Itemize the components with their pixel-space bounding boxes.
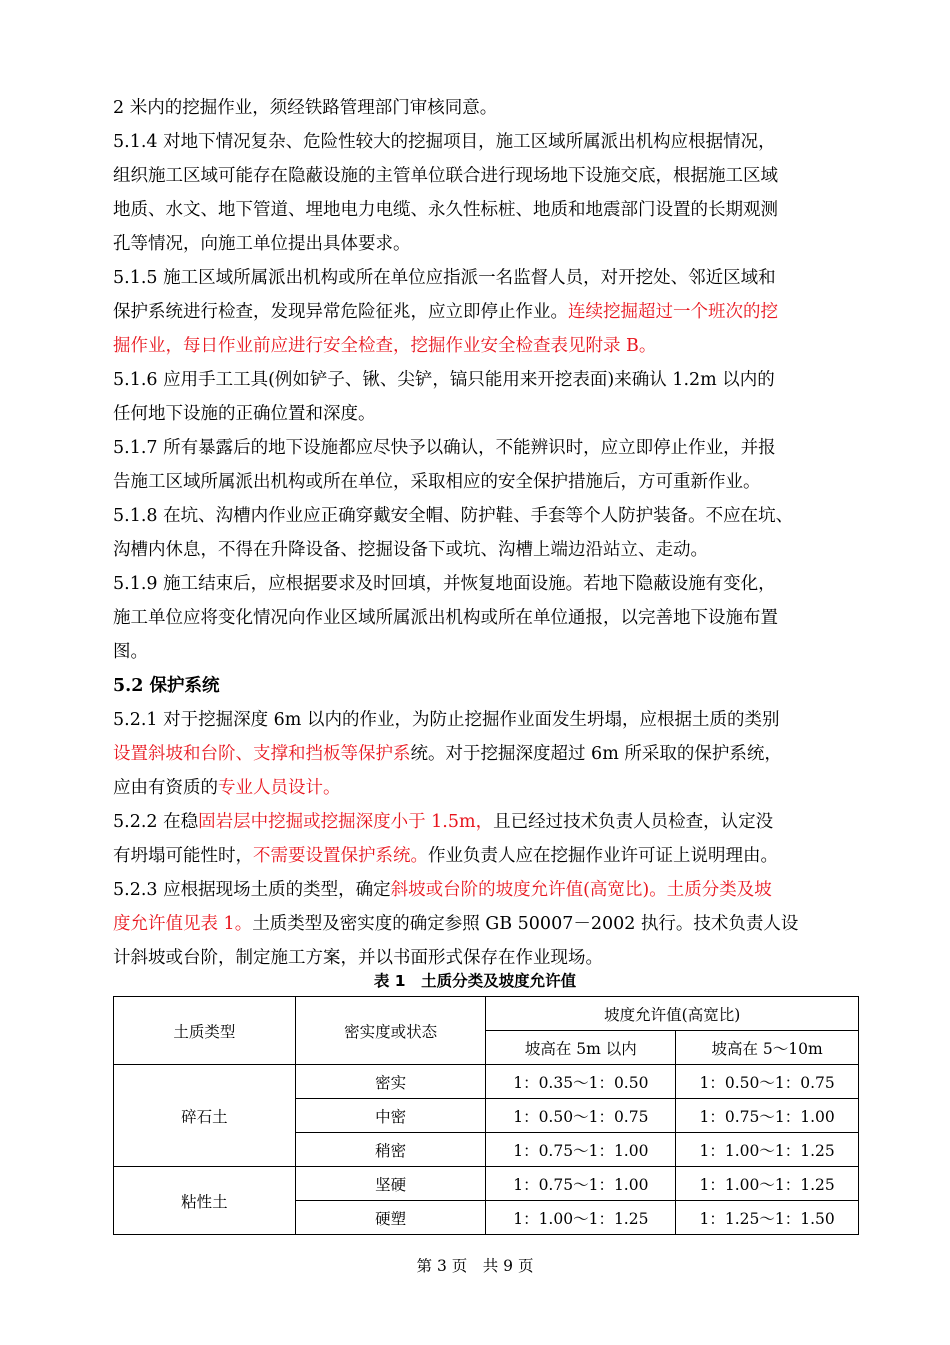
paragraph-line [113, 398, 873, 431]
section-5-2-3-line [113, 874, 873, 907]
highlighted-text: 设置斜坡和台阶、支撑和挡板等保护系 [113, 744, 411, 764]
header-height-5-to-10m: 坡高在 5～10m [676, 1031, 859, 1065]
section-5-1-5-line [113, 262, 873, 295]
section-5-1-7-line [113, 432, 873, 465]
slope-5-to-10m-cell: 1：1.00～1：1.25 [676, 1133, 859, 1167]
paragraph-line [113, 840, 873, 873]
paragraph-line [113, 194, 873, 227]
paragraph-line [113, 602, 873, 635]
section-5-2-2-line [113, 806, 873, 839]
text: 统。对于挖掘深度超过 6m 所采取的保护系统， [410, 744, 782, 764]
highlighted-text: 连续挖掘超过一个班次的挖 [568, 302, 778, 322]
paragraph-line [113, 636, 873, 669]
slope-5-to-10m-cell: 1：1.25～1：1.50 [676, 1201, 859, 1235]
paragraph-line [113, 160, 873, 193]
soil-type-cell: 碎石土 [114, 1065, 296, 1167]
text: 应由有资质的 [113, 778, 218, 798]
highlighted-text: 掘作业，每日作业前应进行安全检查，挖掘作业安全检查表见附录 B。 [113, 336, 657, 356]
header-density: 密实度或状态 [295, 997, 486, 1065]
slope-under-5m-cell: 1：0.35～1：0.50 [486, 1065, 676, 1099]
text: 孔等情况，向施工单位提出具体要求。 [113, 234, 411, 254]
section-5-1-9-line [113, 568, 873, 601]
table-caption: 表 1 土质分类及坡度允许值 [373, 972, 577, 990]
slope-under-5m-cell: 1：0.75～1：1.00 [486, 1167, 676, 1201]
slope-5-to-10m-cell: 1：0.50～1：0.75 [676, 1065, 859, 1099]
header-slope: 坡度允许值(高宽比) [486, 997, 859, 1031]
paragraph-line [113, 534, 873, 567]
section-5-2-1-line [113, 704, 873, 737]
section-5-1-6-line [113, 364, 873, 397]
slope-under-5m-cell: 1：0.50～1：0.75 [486, 1099, 676, 1133]
text: 图。 [113, 642, 148, 662]
text: 任何地下设施的正确位置和深度。 [113, 404, 376, 424]
page-footer: 第 3 页 共 9 页 [416, 1257, 534, 1275]
header-height-under-5m: 坡高在 5m 以内 [486, 1031, 676, 1065]
text: 5.1.9 施工结束后，应根据要求及时回填，并恢复地面设施。若地下隐蔽设施有变化， [113, 574, 776, 594]
table-row [114, 1167, 859, 1201]
text: 作业负责人应在挖掘作业许可证上说明理由。 [428, 846, 778, 866]
text: 5.1.5 施工区域所属派出机构或所在单位应指派一名监督人员，对开挖处、邻近区域和 [113, 268, 776, 288]
text: 5.1.4 对地下情况复杂、危险性较大的挖掘项目，施工区域所属派出机构应根据情况， [113, 132, 776, 152]
slope-under-5m-cell: 1：0.75～1：1.00 [486, 1133, 676, 1167]
highlighted-text: 度允许值见表 1。 [113, 914, 253, 934]
density-cell: 中密 [295, 1099, 486, 1133]
text: 保护系统进行检查，发现异常危险征兆，应立即停止作业。 [113, 302, 568, 322]
text: 2 米内的挖掘作业，须经铁路管理部门审核同意。 [113, 98, 498, 118]
text: 有坍塌可能性时， [113, 846, 253, 866]
density-cell: 密实 [295, 1065, 486, 1099]
paragraph-line [113, 228, 873, 261]
section-5-1-8-line [113, 500, 873, 533]
density-cell: 坚硬 [295, 1167, 486, 1201]
text: 沟槽内休息，不得在升降设备、挖掘设备下或坑、沟槽上端边沿站立、走动。 [113, 540, 708, 560]
slope-5-to-10m-cell: 1：0.75～1：1.00 [676, 1099, 859, 1133]
soil-slope-table [113, 996, 859, 1235]
text: 土质类型及密实度的确定参照 GB 50007－2002 执行。技术负责人设 [252, 914, 799, 934]
slope-under-5m-cell: 1：1.00～1：1.25 [486, 1201, 676, 1235]
text: 5.1.6 应用手工工具(例如铲子、锹、尖铲，镐只能用来开挖表面)来确认 1.2m 以内的 [113, 370, 775, 390]
soil-type-cell: 粘性土 [114, 1167, 296, 1235]
paragraph-line [113, 92, 873, 125]
density-cell: 稍密 [295, 1133, 486, 1167]
header-soil-type: 土质类型 [114, 997, 296, 1065]
text: 5.2.3 应根据现场土质的类型，确定 [113, 880, 391, 900]
text: 5.2.2 在稳 [113, 812, 199, 832]
section-heading-5-2 [113, 670, 873, 703]
highlighted-text: 不需要设置保护系统。 [253, 846, 428, 866]
text: 组织施工区域可能存在隐蔽设施的主管单位联合进行现场地下设施交底，根据施工区域 [113, 166, 778, 186]
section-5-1-4-line [113, 126, 873, 159]
density-cell: 硬塑 [295, 1201, 486, 1235]
paragraph-line [113, 772, 873, 805]
paragraph-line [113, 908, 873, 941]
highlighted-text: 斜坡或台阶的坡度允许值(高宽比)。土质分类及坡 [390, 880, 772, 900]
slope-5-to-10m-cell: 1：1.00～1：1.25 [676, 1167, 859, 1201]
table-row [114, 1065, 859, 1099]
text: 地质、水文、地下管道、埋地电力电缆、永久性标桩、地质和地震部门设置的长期观测 [113, 200, 778, 220]
text: 且已经过技术负责人员检查，认定没 [493, 812, 774, 832]
table-header-row [114, 997, 859, 1031]
paragraph-line [113, 296, 873, 329]
highlighted-text: 专业人员设计。 [218, 778, 341, 798]
highlighted-text: 固岩层中挖掘或挖掘深度小于 1.5m， [198, 812, 494, 832]
text: 施工单位应将变化情况向作业区域所属派出机构或所在单位通报，以完善地下设施布置 [113, 608, 778, 628]
text: 5.1.8 在坑、沟槽内作业应正确穿戴安全帽、防护鞋、手套等个人防护装备。不应在坑、 [113, 506, 794, 526]
paragraph-line [113, 330, 873, 363]
text: 5.1.7 所有暴露后的地下设施都应尽快予以确认，不能辨识时，应立即停止作业，并报 [113, 438, 776, 458]
heading-text: 5.2 保护系统 [113, 676, 220, 696]
paragraph-line [113, 466, 873, 499]
text: 5.2.1 对于挖掘深度 6m 以内的作业，为防止挖掘作业面发生坍塌，应根据土质的类别 [113, 710, 780, 730]
paragraph-line [113, 738, 873, 771]
text: 计斜坡或台阶，制定施工方案，并以书面形式保存在作业现场。 [113, 948, 603, 968]
text: 告施工区域所属派出机构或所在单位，采取相应的安全保护措施后，方可重新作业。 [113, 472, 761, 492]
